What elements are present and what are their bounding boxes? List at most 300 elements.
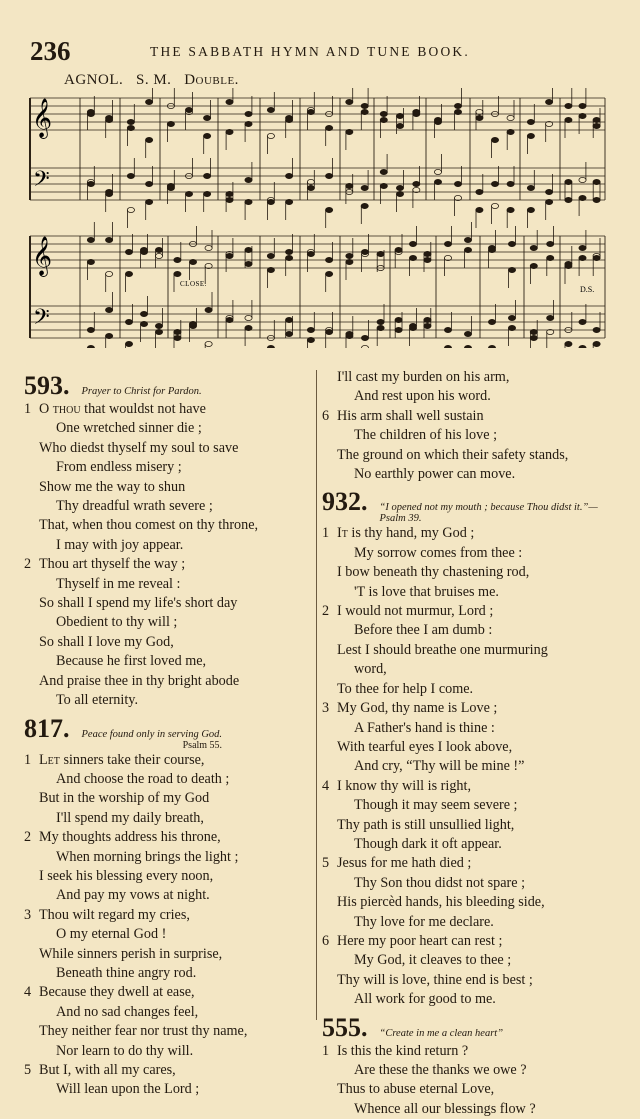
verse-line xyxy=(24,400,314,419)
verse-line xyxy=(24,809,314,828)
note-head xyxy=(146,99,153,104)
verse-line xyxy=(24,555,314,574)
note-head xyxy=(361,345,368,348)
note-head xyxy=(396,185,403,190)
note-head xyxy=(87,237,94,242)
verse-text: word, xyxy=(354,661,387,678)
note-head xyxy=(125,319,132,324)
note-head xyxy=(434,117,441,122)
verse-text: Thy will is love, thine end is best ; xyxy=(337,971,533,988)
hymn-caption xyxy=(82,386,202,397)
note-head xyxy=(346,259,353,264)
note-head xyxy=(491,181,498,186)
verse-line xyxy=(322,971,618,990)
verse-text: Who diedst thyself my soul to save xyxy=(39,439,239,456)
verse-line xyxy=(24,983,314,1002)
note-head xyxy=(127,173,134,178)
note-head xyxy=(593,327,600,332)
hymn-caption xyxy=(380,502,619,524)
verse-line xyxy=(322,1100,618,1119)
note-head xyxy=(140,311,147,316)
verse-text: But in the worship of my God xyxy=(39,790,210,807)
verse-line xyxy=(322,796,618,815)
note-head xyxy=(527,133,534,138)
note-head xyxy=(579,319,586,324)
verse-number: 4 xyxy=(24,984,32,1001)
note-head xyxy=(87,109,94,114)
note-head xyxy=(155,247,162,252)
note-head xyxy=(286,117,293,122)
verse-text: So shall I love my God, xyxy=(39,633,174,650)
verse-line xyxy=(322,641,618,660)
note-head xyxy=(593,117,600,122)
verse-line xyxy=(322,951,618,970)
verse-first-word: O thou xyxy=(39,401,81,417)
note-head xyxy=(413,109,420,114)
note-head xyxy=(245,325,252,330)
note-head xyxy=(140,247,147,252)
verse-text: The ground on which their safety stands, xyxy=(337,446,569,463)
note-head xyxy=(346,183,353,188)
note-head xyxy=(307,109,314,114)
verse-number: 6 xyxy=(322,932,330,949)
verse-text: Thou art thyself the way ; xyxy=(39,556,186,573)
note-head xyxy=(593,341,600,346)
note-head xyxy=(286,199,293,204)
note-head xyxy=(380,117,387,122)
verse-line xyxy=(24,536,314,555)
note-head xyxy=(395,327,402,332)
verse-text: Is this the kind return ? xyxy=(337,1042,469,1059)
note-head xyxy=(286,173,293,178)
verse-text: Will lean upon the Lord ; xyxy=(56,1081,200,1098)
note-head xyxy=(527,119,534,124)
verse-number: 4 xyxy=(322,777,330,794)
note-head xyxy=(508,325,515,330)
note-head xyxy=(434,169,441,174)
note-head xyxy=(409,255,416,260)
note-head xyxy=(380,111,387,116)
treble-clef-icon: 𝄞 xyxy=(32,98,53,138)
verse-line xyxy=(322,368,618,387)
verse-text: is thy hand, my God ; xyxy=(351,525,475,542)
note-head xyxy=(326,207,333,212)
note-head xyxy=(508,241,515,246)
verse-text: I know thy will is right, xyxy=(337,777,471,794)
note-head xyxy=(307,327,314,332)
verse-line xyxy=(322,932,618,951)
note-head xyxy=(174,257,181,262)
verse-text: With tearful eyes I look above, xyxy=(337,738,513,755)
note-head xyxy=(565,117,572,122)
hymn-caption-text: “I opened not my mouth ; because Thou didst it.”—Psalm 39. xyxy=(379,502,598,525)
verse-text: Jesus for me hath died ; xyxy=(337,855,472,872)
note-head xyxy=(146,137,153,142)
note-head xyxy=(508,315,515,320)
verse-line xyxy=(322,757,618,776)
note-head xyxy=(424,257,431,262)
note-head xyxy=(424,251,431,256)
verse-line xyxy=(322,602,618,621)
note-head xyxy=(146,181,153,186)
hymn-number: 932. xyxy=(322,487,368,517)
note-head xyxy=(396,113,403,118)
note-head xyxy=(87,327,94,332)
column-divider xyxy=(316,370,317,1020)
note-head xyxy=(444,327,451,332)
verse-text: My thoughts address his throne, xyxy=(39,829,221,846)
verse-line xyxy=(24,945,314,964)
note-head xyxy=(507,115,514,120)
note-head xyxy=(127,125,134,130)
verse-text: 'T is love that bruises me. xyxy=(354,583,499,600)
verse-line xyxy=(322,621,618,640)
note-head xyxy=(267,267,274,272)
hymn-caption xyxy=(380,1028,504,1039)
note-head xyxy=(396,191,403,196)
verse-line xyxy=(322,738,618,757)
note-head xyxy=(508,267,515,272)
right-column xyxy=(322,368,618,1119)
note-head xyxy=(245,247,252,252)
tune-meter: S. M. xyxy=(136,72,172,88)
note-head xyxy=(380,169,387,174)
note-head xyxy=(476,189,483,194)
verse-text: O my eternal God ! xyxy=(56,926,167,943)
verse-line xyxy=(322,1061,618,1080)
page-header xyxy=(30,36,610,66)
note-head xyxy=(395,317,402,322)
verse-text: Obedient to thy will ; xyxy=(56,614,178,631)
note-head xyxy=(189,321,196,326)
note-head xyxy=(245,315,252,320)
note-head xyxy=(361,185,368,190)
note-head xyxy=(155,323,162,328)
note-head xyxy=(346,99,353,104)
verse-line xyxy=(322,719,618,738)
note-head xyxy=(326,271,333,276)
verse-line xyxy=(24,439,314,458)
note-head xyxy=(205,245,212,250)
verse-line xyxy=(322,816,618,835)
verse-text: No earthly power can move. xyxy=(354,466,516,483)
note-head xyxy=(565,263,572,268)
note-head xyxy=(204,173,211,178)
note-head xyxy=(286,317,293,322)
note-head xyxy=(424,323,431,328)
verse-number: 2 xyxy=(322,603,330,620)
verse-line xyxy=(322,563,618,582)
note-head xyxy=(245,121,252,126)
verse-line xyxy=(24,828,314,847)
note-head xyxy=(488,247,495,252)
verse-text: Thus to abuse eternal Love, xyxy=(337,1081,495,1098)
note-head xyxy=(127,207,134,212)
note-head xyxy=(579,113,586,118)
note-head xyxy=(530,245,537,250)
page-number: 236 xyxy=(30,36,71,66)
note-head xyxy=(326,173,333,178)
verse-text: I seek his blessing every noon, xyxy=(39,867,214,884)
verse-first-word: Let xyxy=(39,751,60,768)
verse-number: 5 xyxy=(24,1062,32,1078)
note-head xyxy=(377,319,384,324)
hymn-caption xyxy=(82,729,223,751)
verse-text: I'll cast my burden on his arm, xyxy=(337,369,510,385)
verse-text: When morning brings the light ; xyxy=(56,848,239,865)
verse-number: 3 xyxy=(24,906,32,923)
verse-text: Thou wilt regard my cries, xyxy=(39,906,190,923)
verse-text: One wretched sinner die ; xyxy=(56,420,202,437)
note-head xyxy=(579,177,586,182)
verse-number: 2 xyxy=(24,829,32,846)
verse-number: 1 xyxy=(24,401,32,417)
note-head xyxy=(464,247,471,252)
verse-text: And choose the road to death ; xyxy=(56,770,230,787)
verse-line xyxy=(24,1042,314,1061)
note-head xyxy=(380,183,387,188)
hymn-header xyxy=(322,488,618,524)
note-head xyxy=(174,335,181,340)
note-head xyxy=(377,325,384,330)
note-head xyxy=(464,237,471,242)
note-head xyxy=(476,207,483,212)
note-head xyxy=(204,133,211,138)
verse-line xyxy=(24,1022,314,1041)
note-head xyxy=(307,185,314,190)
verse-text: Thy love for me declare. xyxy=(354,913,494,930)
note-head xyxy=(226,99,233,104)
verse-line xyxy=(24,925,314,944)
verse-line xyxy=(24,478,314,497)
verse-line xyxy=(24,594,314,613)
verse-line xyxy=(24,497,314,516)
verse-text: My God, it cleaves to thee ; xyxy=(354,952,512,969)
verse-number: 2 xyxy=(24,556,32,573)
note-head xyxy=(547,241,554,246)
note-head xyxy=(579,103,586,108)
verse-number: 1 xyxy=(322,525,330,542)
verse-line xyxy=(322,913,618,932)
note-head xyxy=(361,203,368,208)
verse-number: 1 xyxy=(24,751,32,768)
verse-text: that wouldst not have xyxy=(84,401,206,417)
note-head xyxy=(185,191,192,196)
note-head xyxy=(286,249,293,254)
hymn-header xyxy=(24,372,314,400)
note-head xyxy=(491,137,498,142)
note-head xyxy=(395,247,402,252)
note-head xyxy=(326,125,333,130)
note-head xyxy=(267,133,274,138)
note-head xyxy=(488,319,495,324)
verse-line xyxy=(322,680,618,699)
note-head xyxy=(245,261,252,266)
note-head xyxy=(226,191,233,196)
hymn-number: 817. xyxy=(24,713,70,743)
verse-text: Are these the thanks we owe ? xyxy=(354,1062,527,1078)
note-head xyxy=(565,179,572,184)
verse-text: While sinners perish in surprise, xyxy=(39,945,223,962)
hymn-header xyxy=(322,1014,618,1042)
verse-line xyxy=(322,990,618,1009)
verse-text: The children of his love ; xyxy=(354,427,498,444)
note-head xyxy=(346,129,353,134)
verse-line xyxy=(24,691,314,710)
verse-text: His piercèd hands, his bleeding side, xyxy=(337,894,545,911)
note-head xyxy=(546,99,553,104)
verse-line xyxy=(322,699,618,718)
note-head xyxy=(507,181,514,186)
verse-line xyxy=(24,964,314,983)
note-head xyxy=(155,329,162,334)
note-head xyxy=(377,251,384,256)
note-head xyxy=(346,333,353,338)
verse-text: So shall I spend my life's short day xyxy=(39,595,238,612)
note-head xyxy=(491,203,498,208)
note-head xyxy=(125,249,132,254)
verse-line xyxy=(322,835,618,854)
verse-text: And rest upon his word. xyxy=(354,388,491,405)
ds-mark: D.S. xyxy=(580,285,595,294)
left-column xyxy=(24,368,314,1100)
note-head xyxy=(361,103,368,108)
note-head xyxy=(226,317,233,322)
music-score xyxy=(0,88,640,348)
verse-text: That, when thou comest on thy throne, xyxy=(39,517,259,534)
note-head xyxy=(593,179,600,184)
verse-text: I would not murmur, Lord ; xyxy=(337,603,494,620)
verse-number: 3 xyxy=(322,700,330,717)
note-head xyxy=(106,237,113,242)
note-head xyxy=(326,329,333,334)
note-head xyxy=(106,117,113,122)
verse-text: Because he first loved me, xyxy=(56,653,207,670)
note-head xyxy=(579,255,586,260)
note-head xyxy=(174,271,181,276)
note-head xyxy=(454,109,461,114)
verse-text: A Father's hand is thine : xyxy=(354,719,495,736)
tune-variant: Double. xyxy=(184,72,239,88)
bass-clef-icon: 𝄢 xyxy=(33,305,50,335)
note-head xyxy=(204,115,211,120)
verse-text: Lest I should breathe one murmuring xyxy=(337,641,548,658)
verse-text: My God, thy name is Love ; xyxy=(337,700,498,717)
verse-text: From endless misery ; xyxy=(56,459,182,476)
verse-text: Thy Son thou didst not spare ; xyxy=(354,874,526,891)
verse-line xyxy=(24,906,314,925)
verse-line xyxy=(24,458,314,477)
verse-line xyxy=(24,770,314,789)
note-head xyxy=(361,335,368,340)
note-head xyxy=(167,183,174,188)
verse-line xyxy=(24,867,314,886)
note-head xyxy=(546,189,553,194)
note-head xyxy=(593,197,600,202)
note-head xyxy=(189,259,196,264)
note-head xyxy=(444,241,451,246)
verse-text: And cry, “Thy will be mine !” xyxy=(354,758,525,775)
note-head xyxy=(226,129,233,134)
note-head xyxy=(593,255,600,260)
note-head xyxy=(267,107,274,112)
verse-text: To all eternity. xyxy=(56,692,138,709)
verse-line xyxy=(24,789,314,808)
note-head xyxy=(174,329,181,334)
note-head xyxy=(579,345,586,348)
note-head xyxy=(125,341,132,346)
verse-line xyxy=(322,660,618,679)
verse-line xyxy=(24,848,314,867)
note-head xyxy=(464,331,471,336)
note-head xyxy=(307,251,314,256)
verse-text: But I, with all my cares, xyxy=(39,1062,176,1078)
note-head xyxy=(226,197,233,202)
note-head xyxy=(488,345,495,348)
verse-number: 1 xyxy=(322,1042,330,1059)
note-head xyxy=(579,245,586,250)
verse-text: They neither fear nor trust thy name, xyxy=(39,1023,248,1040)
verse-text: Thyself in me reveal : xyxy=(56,575,181,592)
note-head xyxy=(396,123,403,128)
verse-line xyxy=(24,1080,314,1099)
note-head xyxy=(434,179,441,184)
verse-line xyxy=(24,672,314,691)
note-head xyxy=(146,199,153,204)
verse-text: I bow beneath thy chastening rod, xyxy=(337,564,530,581)
note-head xyxy=(547,255,554,260)
hymn-caption-text: Prayer to Christ for Pardon. xyxy=(81,386,202,397)
note-head xyxy=(267,345,274,348)
note-head xyxy=(87,345,94,348)
verse-first-word: It xyxy=(337,525,348,542)
note-head xyxy=(593,123,600,128)
verse-text: Whence all our blessings flow ? xyxy=(354,1100,536,1117)
note-head xyxy=(546,199,553,204)
verse-text: All work for good to me. xyxy=(354,991,496,1008)
verse-line xyxy=(24,516,314,535)
verse-text: Because they dwell at ease, xyxy=(39,984,195,1001)
note-head xyxy=(267,199,274,204)
note-head xyxy=(106,333,113,338)
note-head xyxy=(245,111,252,116)
verse-text: Beneath thine angry rod. xyxy=(56,964,197,981)
note-head xyxy=(205,307,212,312)
note-head xyxy=(464,345,471,348)
note-head xyxy=(307,337,314,342)
verse-line xyxy=(322,524,618,543)
verse-line xyxy=(322,1080,618,1099)
note-head xyxy=(530,329,537,334)
verse-number: 5 xyxy=(322,855,330,872)
verse-line xyxy=(24,575,314,594)
verse-text: I'll spend my daily breath, xyxy=(56,809,204,826)
bass-clef-icon: 𝄢 xyxy=(33,167,50,197)
verse-line xyxy=(24,1061,314,1080)
note-head xyxy=(579,195,586,200)
note-head xyxy=(424,317,431,322)
verse-text: Show me the way to shun xyxy=(39,478,186,495)
note-head xyxy=(530,263,537,268)
note-head xyxy=(565,197,572,202)
verse-line xyxy=(24,633,314,652)
verse-text: And praise thee in thy bright abode xyxy=(39,672,240,689)
hymn-header xyxy=(24,715,314,751)
note-head xyxy=(106,307,113,312)
verse-text: Though it may seem severe ; xyxy=(354,797,518,814)
verse-line xyxy=(24,613,314,632)
verse-line xyxy=(24,652,314,671)
